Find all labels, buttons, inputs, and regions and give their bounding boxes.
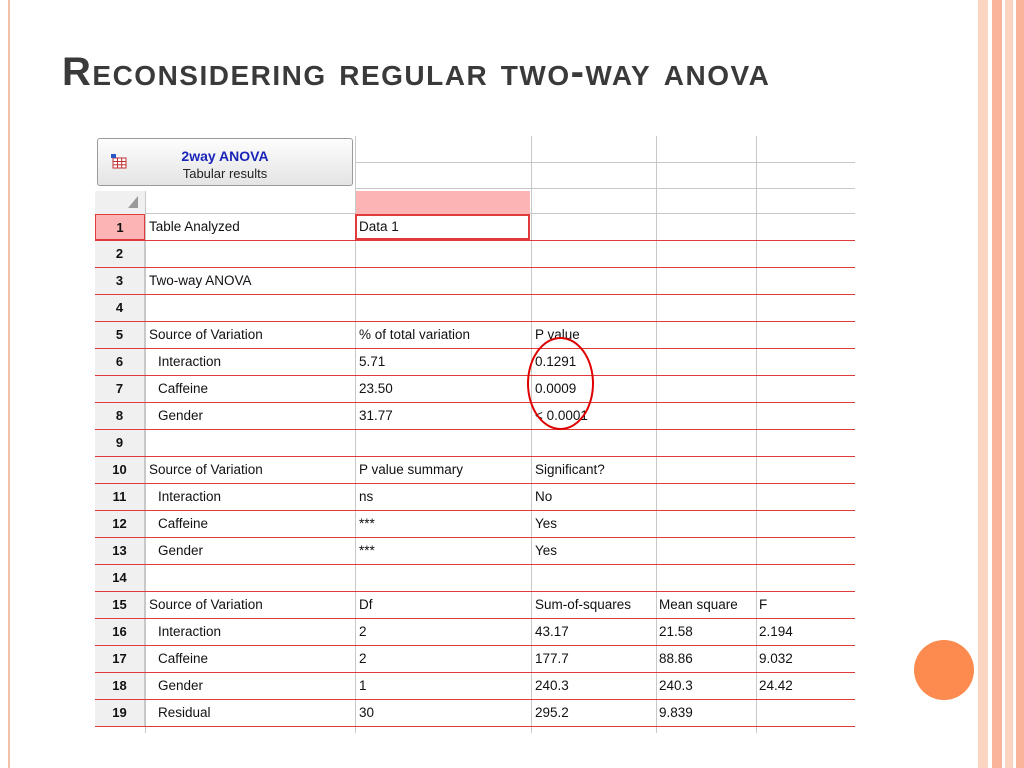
header-divider: [355, 162, 855, 163]
table-row[interactable]: [95, 214, 855, 241]
table-cell[interactable]: [149, 295, 351, 321]
active-cell-outline: [355, 214, 530, 240]
table-cell[interactable]: 2: [359, 651, 367, 666]
results-title: 2way ANOVA: [181, 148, 269, 164]
table-row[interactable]: [95, 673, 855, 700]
table-cell[interactable]: [759, 403, 855, 429]
table-row[interactable]: [95, 403, 855, 430]
table-cell[interactable]: Source of Variation: [149, 462, 263, 477]
table-cell[interactable]: [759, 295, 855, 321]
table-cell[interactable]: 31.77: [359, 408, 393, 423]
table-cell[interactable]: Interaction: [158, 489, 222, 504]
table-cell[interactable]: [659, 511, 755, 537]
table-cell[interactable]: 5.71: [359, 354, 386, 369]
table-cell[interactable]: Df: [359, 597, 373, 612]
table-row[interactable]: [95, 646, 855, 673]
row-number[interactable]: 18: [95, 673, 145, 699]
table-cell[interactable]: Yes: [535, 516, 558, 531]
table-cell[interactable]: Data 1: [359, 219, 399, 234]
table-cell[interactable]: [359, 241, 529, 267]
row-number[interactable]: 1: [95, 214, 145, 240]
row-number[interactable]: 10: [95, 457, 145, 483]
row-number[interactable]: 2: [95, 241, 145, 267]
table-cell[interactable]: [659, 565, 755, 591]
table-cell[interactable]: Caffeine: [158, 651, 209, 666]
table-row[interactable]: [95, 457, 855, 484]
table-cell[interactable]: 23.50: [359, 381, 393, 396]
table-cell[interactable]: [759, 700, 855, 726]
table-row[interactable]: [95, 700, 855, 727]
slide-title: Reconsidering regular two-way anova: [62, 50, 771, 94]
row-number[interactable]: 13: [95, 538, 145, 564]
table-cell[interactable]: 1: [359, 678, 367, 693]
table-cell[interactable]: ns: [359, 489, 374, 504]
row-number[interactable]: 3: [95, 268, 145, 294]
table-cell[interactable]: [535, 565, 655, 591]
table-cell[interactable]: Sum-of-squares: [535, 597, 632, 612]
table-cell[interactable]: < 0.0001: [535, 408, 588, 423]
table-cell[interactable]: ***: [359, 516, 375, 531]
table-cell[interactable]: [535, 430, 655, 456]
table-cell[interactable]: Gender: [158, 678, 204, 693]
left-border-line: [8, 0, 10, 768]
table-cell[interactable]: Caffeine: [158, 381, 209, 396]
table-cell[interactable]: [659, 430, 755, 456]
table-cell[interactable]: [659, 484, 755, 510]
table-cell[interactable]: [759, 214, 855, 240]
table-row[interactable]: [95, 511, 855, 538]
row-number[interactable]: 4: [95, 295, 145, 321]
table-cell[interactable]: 9.032: [759, 651, 793, 666]
table-cell[interactable]: [659, 268, 755, 294]
table-row[interactable]: [95, 349, 855, 376]
table-cell[interactable]: [535, 214, 655, 240]
table-cell[interactable]: [149, 241, 351, 267]
table-cell[interactable]: [149, 430, 351, 456]
table-cell[interactable]: Caffeine: [158, 516, 209, 531]
table-cell[interactable]: Yes: [535, 543, 558, 558]
table-cell[interactable]: [759, 538, 855, 564]
table-row[interactable]: [95, 268, 855, 295]
table-cell[interactable]: [759, 430, 855, 456]
table-cell[interactable]: [759, 241, 855, 267]
table-cell[interactable]: 177.7: [535, 651, 569, 666]
row-number[interactable]: 16: [95, 619, 145, 645]
row-number[interactable]: 7: [95, 376, 145, 402]
table-cell[interactable]: [759, 268, 855, 294]
row-number[interactable]: 11: [95, 484, 145, 510]
row-number[interactable]: 12: [95, 511, 145, 537]
table-cell[interactable]: % of total variation: [359, 327, 471, 342]
table-cell[interactable]: 2.194: [759, 624, 793, 639]
table-row[interactable]: [95, 430, 855, 457]
stripe-1: [978, 0, 988, 768]
table-cell[interactable]: Source of Variation: [149, 327, 263, 342]
row-number[interactable]: 14: [95, 565, 145, 591]
table-cell[interactable]: Gender: [158, 543, 204, 558]
table-cell[interactable]: [359, 295, 529, 321]
table-cell[interactable]: [659, 241, 755, 267]
table-cell[interactable]: 0.0009: [535, 381, 577, 396]
table-cell[interactable]: Significant?: [535, 462, 605, 477]
table-cell[interactable]: [759, 511, 855, 537]
table-row[interactable]: [95, 538, 855, 565]
table-cell[interactable]: [149, 565, 351, 591]
highlight-ellipse: [527, 337, 594, 430]
table-cell[interactable]: [759, 457, 855, 483]
table-cell[interactable]: [359, 268, 529, 294]
table-cell[interactable]: [759, 484, 855, 510]
table-cell[interactable]: 30: [359, 705, 375, 720]
corner-triangle-icon: [128, 196, 138, 208]
table-cell[interactable]: [759, 322, 855, 348]
table-cell[interactable]: P value summary: [359, 462, 464, 477]
table-cell[interactable]: [659, 376, 755, 402]
table-cell[interactable]: F: [759, 597, 768, 612]
table-row[interactable]: [95, 484, 855, 511]
results-sheet[interactable]: [95, 136, 855, 733]
table-cell[interactable]: [659, 214, 755, 240]
table-cell[interactable]: 240.3: [659, 678, 693, 693]
table-cell[interactable]: 88.86: [659, 651, 693, 666]
table-cell[interactable]: [659, 403, 755, 429]
row-number[interactable]: 15: [95, 592, 145, 618]
table-cell[interactable]: [759, 565, 855, 591]
row-number[interactable]: 17: [95, 646, 145, 672]
table-row[interactable]: [95, 619, 855, 646]
table-cell[interactable]: 295.2: [535, 705, 569, 720]
row-number[interactable]: 6: [95, 349, 145, 375]
table-cell[interactable]: 43.17: [535, 624, 569, 639]
sheet-rows: [95, 214, 855, 727]
row-number[interactable]: 5: [95, 322, 145, 348]
table-row[interactable]: [95, 241, 855, 268]
table-cell[interactable]: [535, 268, 655, 294]
table-cell[interactable]: Table Analyzed: [149, 219, 240, 234]
results-header-button[interactable]: [97, 138, 353, 186]
row-number[interactable]: 19: [95, 700, 145, 726]
table-cell[interactable]: ***: [359, 543, 375, 558]
table-cell[interactable]: Gender: [158, 408, 204, 423]
table-row[interactable]: [95, 565, 855, 592]
table-row[interactable]: [95, 592, 855, 619]
selected-column-header[interactable]: [356, 191, 530, 214]
table-cell[interactable]: 2: [359, 624, 367, 639]
stripe-4: [1016, 0, 1024, 768]
table-cell[interactable]: 0.1291: [535, 354, 577, 369]
table-cell[interactable]: 9.839: [659, 705, 693, 720]
decorative-circle: [914, 640, 974, 700]
table-cell[interactable]: Source of Variation: [149, 597, 263, 612]
decorative-stripes: [978, 0, 1024, 768]
row-number[interactable]: 8: [95, 403, 145, 429]
table-cell[interactable]: 24.42: [759, 678, 793, 693]
table-cell[interactable]: [659, 322, 755, 348]
table-cell[interactable]: [759, 376, 855, 402]
row-number[interactable]: 9: [95, 430, 145, 456]
table-cell[interactable]: [359, 565, 529, 591]
table-cell[interactable]: [535, 295, 655, 321]
table-cell[interactable]: [535, 241, 655, 267]
table-cell[interactable]: [659, 538, 755, 564]
table-cell[interactable]: Interaction: [158, 354, 222, 369]
table-cell[interactable]: Two-way ANOVA: [149, 273, 252, 288]
stripe-2: [992, 0, 1002, 768]
table-cell[interactable]: Mean square: [659, 597, 738, 612]
table-cell[interactable]: 240.3: [535, 678, 569, 693]
table-cell[interactable]: [659, 295, 755, 321]
table-cell[interactable]: P value: [535, 327, 580, 342]
results-subtitle: Tabular results: [182, 166, 268, 181]
table-row[interactable]: [95, 295, 855, 322]
table-cell[interactable]: Residual: [158, 705, 211, 720]
table-cell[interactable]: [659, 349, 755, 375]
table-cell[interactable]: Interaction: [158, 624, 222, 639]
header-divider: [355, 188, 855, 189]
table-cell[interactable]: 21.58: [659, 624, 693, 639]
table-cell[interactable]: [359, 430, 529, 456]
table-row[interactable]: [95, 322, 855, 349]
table-cell[interactable]: [759, 349, 855, 375]
table-cell[interactable]: No: [535, 489, 553, 504]
table-cell[interactable]: [659, 457, 755, 483]
table-row[interactable]: [95, 376, 855, 403]
stripe-3: [1005, 0, 1013, 768]
